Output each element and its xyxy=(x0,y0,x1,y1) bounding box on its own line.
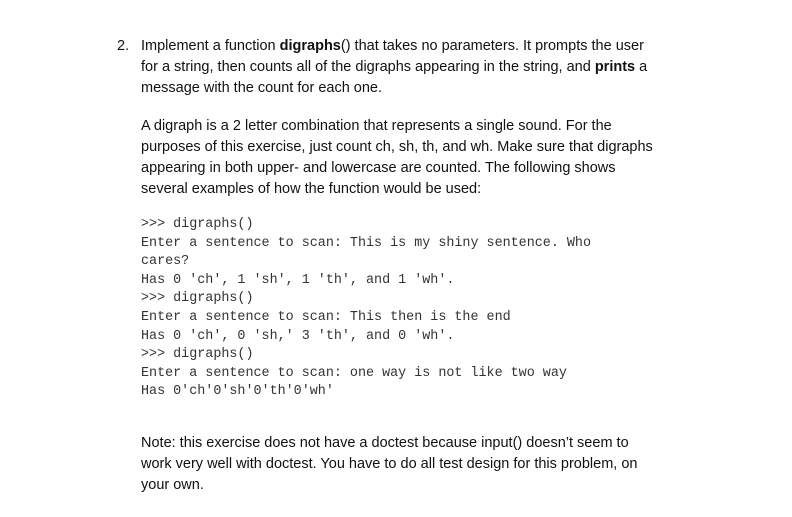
intro-line-2 xyxy=(141,57,721,78)
note-line: work very well with doctest. You have to do all test design for this problem, on xyxy=(141,456,638,472)
prints-keyword: prints xyxy=(594,59,636,75)
code-line: cares? xyxy=(141,254,190,270)
intro-text: a xyxy=(635,59,648,75)
intro-line-1 xyxy=(141,36,721,57)
code-line: Has 0 'ch', 0 'sh,' 3 'th', and 0 'wh'. xyxy=(141,328,455,344)
function-name: digraphs xyxy=(279,38,341,54)
problem-number: 2. xyxy=(117,38,130,54)
note-line: Note: this exercise does not have a doctest because input() doesn’t seem to xyxy=(141,435,629,451)
description-line: A digraph is a 2 letter combination that represents a single sound. For the xyxy=(141,118,612,134)
code-line: Enter a sentence to scan: This then is the end xyxy=(141,309,511,325)
description-line: appearing in both upper- and lowercase are counted. The following shows xyxy=(141,160,616,176)
code-example xyxy=(141,216,721,402)
code-line: >>> digraphs() xyxy=(141,347,254,363)
intro-text: Implement a function xyxy=(141,38,280,54)
code-line: >>> digraphs() xyxy=(141,217,254,232)
code-line: Enter a sentence to scan: one way is not like two way xyxy=(141,365,567,381)
code-line: Has 0 'ch', 1 'sh', 1 'th', and 1 'wh'. xyxy=(141,272,455,288)
note-paragraph xyxy=(141,433,721,496)
intro-line-3: message with the count for each one. xyxy=(141,80,383,96)
code-line: >>> digraphs() xyxy=(141,291,254,307)
code-line: Enter a sentence to scan: This is my shiny sentence. Who xyxy=(141,235,591,251)
description-paragraph xyxy=(141,116,721,200)
note-line: your own. xyxy=(141,477,204,493)
description-line: purposes of this exercise, just count ch, sh, th, and wh. Make sure that digraphs xyxy=(141,139,653,155)
intro-text: for a string, then counts all of the digraphs appearing in the string, and xyxy=(141,59,595,75)
description-line: several examples of how the function would be used: xyxy=(141,181,482,197)
code-line: Has 0'ch'0'sh'0'th'0'wh' xyxy=(141,384,334,400)
problem-intro xyxy=(141,36,721,99)
intro-text: () that takes no parameters. It prompts the user xyxy=(340,38,644,54)
